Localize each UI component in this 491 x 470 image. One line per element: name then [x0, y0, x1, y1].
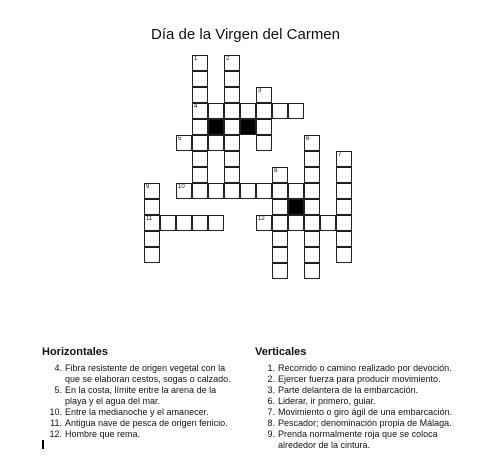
- clue-item: 1. Recorrido o camino realizado por devoción.: [267, 363, 452, 373]
- grid-cell[interactable]: [320, 215, 336, 231]
- clue-number: 11: [146, 216, 153, 222]
- grid-cell[interactable]: [272, 231, 288, 247]
- grid-cell[interactable]: [304, 167, 320, 183]
- grid-cell[interactable]: [288, 103, 304, 119]
- grid-cell[interactable]: [144, 215, 160, 231]
- clue-item: 4. Fibra resistente de origen vegetal con la que se elaboran cestos, sogas o calzado.: [54, 363, 231, 384]
- grid-cell[interactable]: [288, 183, 304, 199]
- grid-cell[interactable]: [256, 183, 272, 199]
- clue-number: 8: [274, 168, 278, 174]
- grid-cell[interactable]: [192, 167, 208, 183]
- grid-cell[interactable]: [304, 199, 320, 215]
- grid-cell[interactable]: [272, 167, 288, 183]
- horizontal-clues: [42, 346, 240, 440]
- grid-cell[interactable]: [224, 119, 240, 135]
- vertical-heading: Verticales: [255, 346, 307, 358]
- grid-cell[interactable]: [336, 231, 352, 247]
- grid-cell[interactable]: [208, 215, 224, 231]
- grid-cell[interactable]: [224, 55, 240, 71]
- grid-cell[interactable]: [192, 103, 208, 119]
- clue-item: 3. Parte delantera de la embarcación.: [267, 385, 419, 395]
- grid-cell[interactable]: [144, 183, 160, 199]
- grid-cell[interactable]: [256, 119, 272, 135]
- clue-item: 12. Hombre que rema.: [49, 429, 141, 439]
- grid-cell[interactable]: [240, 103, 256, 119]
- grid-cell[interactable]: [304, 151, 320, 167]
- clue-item: 8. Pescador; denominación propia de Málaga.: [267, 418, 452, 428]
- grid-cell[interactable]: [256, 215, 272, 231]
- grid-cell[interactable]: [256, 87, 272, 103]
- grid-cell[interactable]: [336, 215, 352, 231]
- grid-cell[interactable]: [208, 135, 224, 151]
- horizontal-heading: Horizontales: [42, 346, 109, 358]
- grid-cell[interactable]: [224, 135, 240, 151]
- clue-number: 2: [226, 56, 230, 62]
- puzzle-title: Día de la Virgen del Carmen: [151, 26, 340, 43]
- clue-number: 4: [194, 104, 198, 110]
- grid-cell[interactable]: [336, 151, 352, 167]
- black-cell: [208, 119, 224, 135]
- grid-cell[interactable]: [304, 263, 320, 279]
- grid-cell[interactable]: [304, 183, 320, 199]
- clue-item: 10. Entre la medianoche y el amanecer.: [49, 407, 209, 417]
- clue-number: 9: [146, 184, 150, 190]
- grid-cell[interactable]: [144, 247, 160, 263]
- grid-cell[interactable]: [256, 135, 272, 151]
- grid-cell[interactable]: [192, 71, 208, 87]
- grid-cell[interactable]: [336, 247, 352, 263]
- black-cell: [288, 199, 304, 215]
- grid-cell[interactable]: [224, 167, 240, 183]
- clue-number: 5: [178, 136, 182, 142]
- grid-cell[interactable]: [336, 199, 352, 215]
- text-cursor: [42, 440, 44, 449]
- grid-cell[interactable]: [224, 151, 240, 167]
- grid-cell[interactable]: [192, 55, 208, 71]
- grid-cell[interactable]: [144, 199, 160, 215]
- clue-item: 6. Liderar, ir primero, guiar.: [267, 396, 376, 406]
- grid-cell[interactable]: [144, 231, 160, 247]
- clue-item: 5. En la costa, límite entre la arena de la playa y el agua del mar.: [54, 385, 217, 406]
- grid-cell[interactable]: [192, 151, 208, 167]
- grid-cell[interactable]: [272, 199, 288, 215]
- grid-cell[interactable]: [192, 183, 208, 199]
- clue-number: 7: [338, 152, 342, 158]
- grid-cell[interactable]: [272, 263, 288, 279]
- grid-cell[interactable]: [176, 135, 192, 151]
- grid-cell[interactable]: [336, 183, 352, 199]
- grid-cell[interactable]: [192, 135, 208, 151]
- grid-cell[interactable]: [304, 231, 320, 247]
- grid-cell[interactable]: [288, 215, 304, 231]
- grid-cell[interactable]: [224, 87, 240, 103]
- clue-item: 2. Ejercer fuerza para producir movimiento.: [267, 374, 441, 384]
- grid-cell[interactable]: [176, 215, 192, 231]
- clue-item: 7. Movimiento o giro ágil de una embarcación.: [267, 407, 453, 417]
- clue-number: 6: [306, 136, 310, 142]
- grid-cell[interactable]: [272, 215, 288, 231]
- vertical-clues: [255, 346, 455, 451]
- clue-item: 9. Prenda normalmente roja que se coloca alrededor de la cintura.: [267, 429, 438, 450]
- grid-cell[interactable]: [240, 183, 256, 199]
- clue-number: 10: [178, 184, 185, 190]
- clue-number: 12: [258, 216, 265, 222]
- grid-cell[interactable]: [272, 183, 288, 199]
- grid-cell[interactable]: [224, 71, 240, 87]
- grid-cell[interactable]: [160, 215, 176, 231]
- grid-cell[interactable]: [256, 103, 272, 119]
- grid-cell[interactable]: [208, 103, 224, 119]
- grid-cell[interactable]: [336, 167, 352, 183]
- grid-cell[interactable]: [304, 135, 320, 151]
- grid-cell[interactable]: [176, 183, 192, 199]
- grid-cell[interactable]: [192, 119, 208, 135]
- grid-cell[interactable]: [304, 215, 320, 231]
- black-cell: [240, 119, 256, 135]
- clue-item: 11. Antigua nave de pesca de origen fenicio.: [50, 418, 228, 428]
- grid-cell[interactable]: [224, 103, 240, 119]
- grid-cell[interactable]: [272, 247, 288, 263]
- grid-cell[interactable]: [272, 103, 288, 119]
- grid-cell[interactable]: [192, 87, 208, 103]
- grid-cell[interactable]: [208, 183, 224, 199]
- clue-number: 3: [258, 88, 262, 94]
- grid-cell[interactable]: [192, 215, 208, 231]
- grid-cell[interactable]: [304, 247, 320, 263]
- clue-number: 1: [194, 56, 198, 62]
- grid-cell[interactable]: [224, 183, 240, 199]
